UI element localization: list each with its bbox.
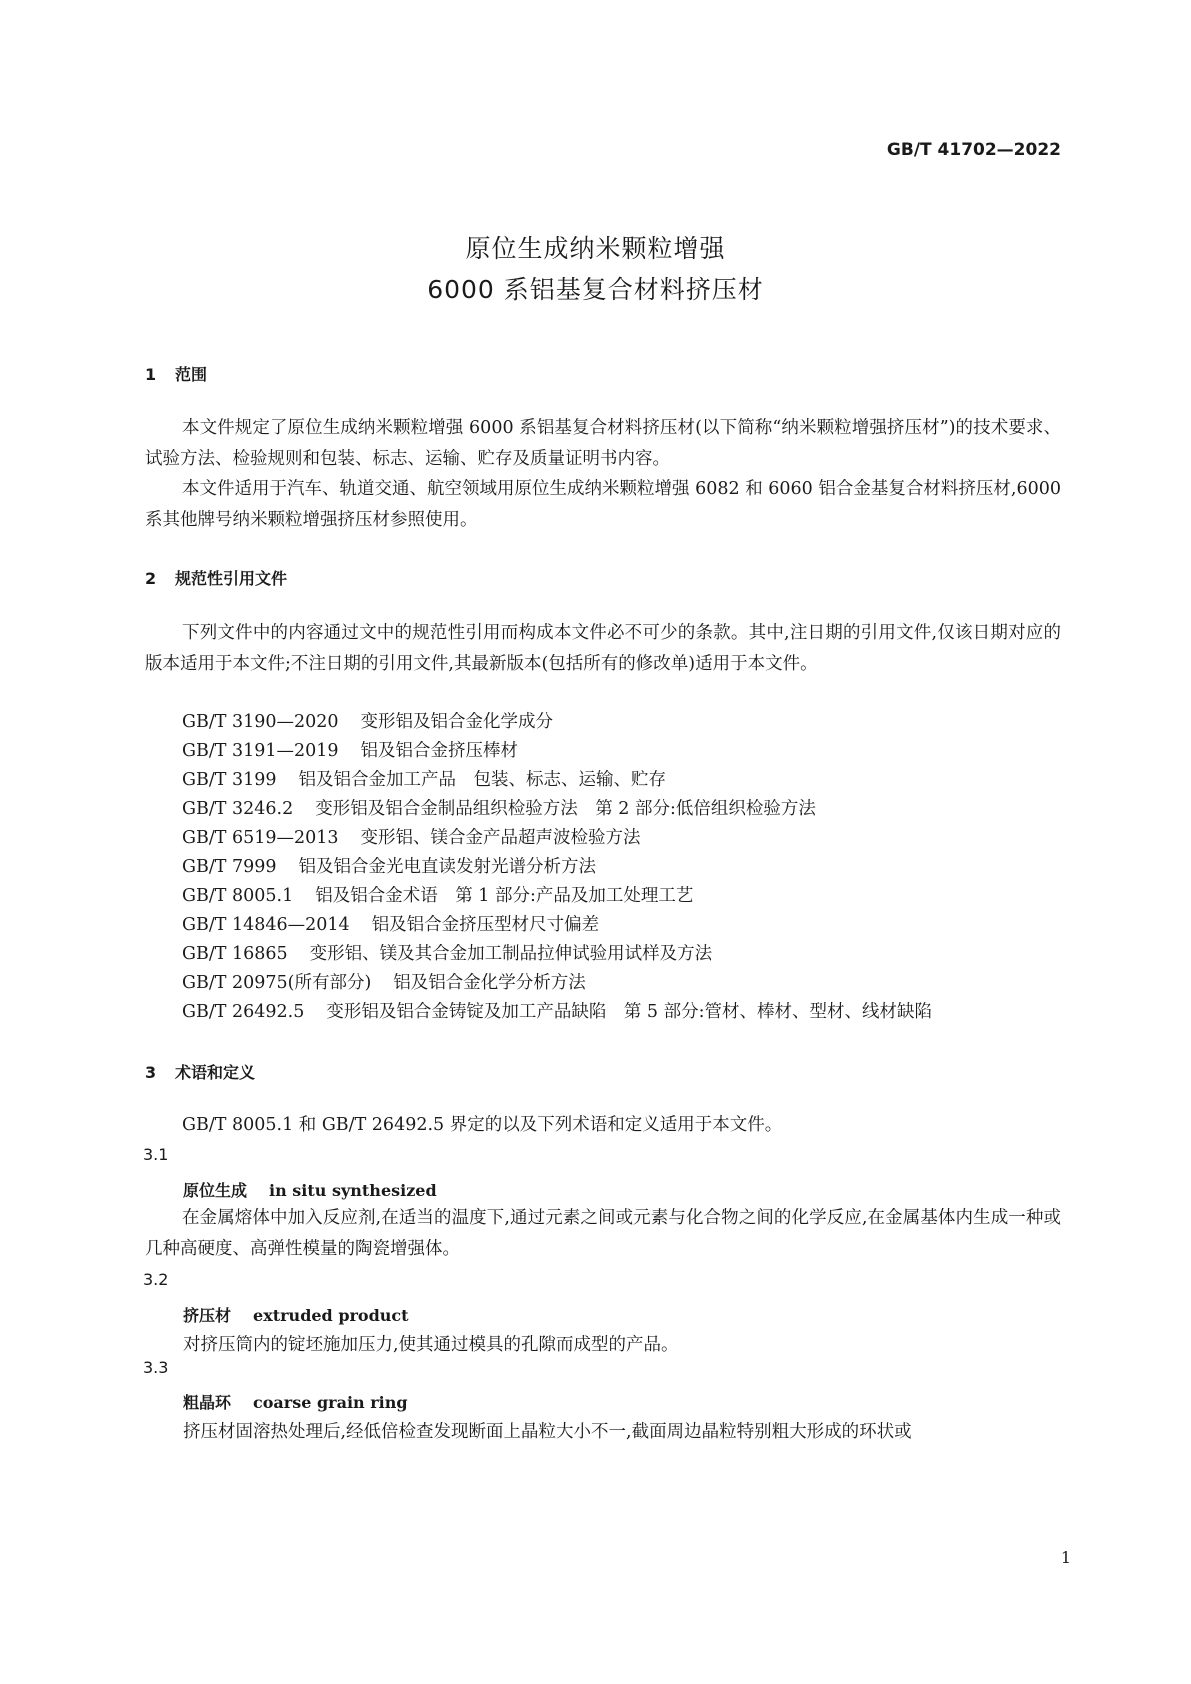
term-definition: 挤压材固溶热处理后,经低倍检查发现断面上晶粒大小不一,截面周边晶粒特别粗大形成的环状或 [183, 1422, 912, 1442]
reference-item [182, 969, 586, 994]
term-english: extruded product [253, 1306, 409, 1325]
reference-title: 变形铝及铝合金铸锭及加工产品缺陷 第 5 部分:管材、棒材、型材、线材缺陷 [326, 1002, 932, 1022]
reference-code: GB/T 3246.2 [182, 799, 294, 819]
reference-code: GB/T 16865 [182, 944, 288, 964]
reference-code: GB/T 6519—2013 [182, 828, 339, 848]
reference-item [182, 737, 518, 762]
reference-item [182, 824, 641, 849]
reference-item [182, 998, 932, 1023]
term-chinese: 粗晶环 [183, 1393, 232, 1412]
section-heading-terms-and-definitions [145, 1060, 255, 1083]
reference-title: 变形铝、镁及其合金加工制品拉伸试验用试样及方法 [309, 944, 713, 964]
section-number: 1 [145, 365, 157, 384]
reference-code: GB/T 26492.5 [182, 1002, 305, 1022]
document-title-line-1: 原位生成纳米颗粒增强 [465, 234, 726, 263]
section-heading-normative-references [145, 566, 287, 589]
term-english: in situ synthesized [269, 1181, 437, 1200]
section-number: 2 [145, 569, 157, 588]
document-title-line-2: 6000 系铝基复合材料挤压材 [427, 275, 764, 304]
term-heading [183, 1178, 437, 1201]
term-chinese: 原位生成 [183, 1181, 248, 1200]
reference-item [182, 882, 693, 907]
reference-code: GB/T 3190—2020 [182, 712, 339, 732]
reference-title: 铝及铝合金加工产品 包装、标志、运输、贮存 [298, 770, 667, 790]
section-number: 3 [145, 1063, 157, 1082]
reference-item [182, 708, 553, 733]
reference-title: 变形铝、镁合金产品超声波检验方法 [360, 828, 641, 848]
term-number: 3.3 [143, 1358, 169, 1377]
reference-title: 变形铝及铝合金化学成分 [360, 712, 554, 732]
normative-intro-paragraph: 下列文件中的内容通过文中的规范性引用而构成本文件必不可少的条款。其中,注日期的引用文件,仅该日期对应的版本适用于本文件;不注日期的引用文件,其最新版本(包括所有的修改单)适用于本文件。 [145, 623, 1061, 674]
reference-item [182, 911, 599, 936]
reference-code: GB/T 20975(所有部分) [182, 973, 372, 993]
reference-title: 铝及铝合金光电直读发射光谱分析方法 [298, 857, 597, 877]
term-chinese: 挤压材 [183, 1306, 232, 1325]
reference-title: 铝及铝合金术语 第 1 部分:产品及加工处理工艺 [315, 886, 694, 906]
section-heading-scope [145, 362, 207, 385]
terms-intro: GB/T 8005.1 和 GB/T 26492.5 界定的以及下列术语和定义适用于本文件。 [182, 1115, 783, 1135]
term-definition: 对挤压筒内的锭坯施加压力,使其通过模具的孔隙而成型的产品。 [183, 1335, 679, 1355]
reference-code: GB/T 3199 [182, 770, 277, 790]
reference-title: 铝及铝合金化学分析方法 [393, 973, 586, 993]
term-number: 3.2 [143, 1270, 169, 1289]
scope-paragraph-2: 本文件适用于汽车、轨道交通、航空领域用原位生成纳米颗粒增强 6082 和 6060 铝合金基复合材料挤压材,6000 系其他牌号纳米颗粒增强挤压材参照使用。 [145, 479, 1061, 530]
reference-code: GB/T 14846—2014 [182, 915, 350, 935]
reference-item [182, 795, 816, 820]
standard-code: GB/T 41702—2022 [886, 140, 1061, 160]
reference-item [182, 853, 596, 878]
term-definition: 在金属熔体中加入反应剂,在适当的温度下,通过元素之间或元素与化合物之间的化学反应,在金属基体内生成一种或几种高硬度、高弹性模量的陶瓷增强体。 [145, 1208, 1061, 1259]
term-heading [183, 1390, 408, 1413]
term-number: 3.1 [143, 1145, 169, 1164]
scope-paragraph-1: 本文件规定了原位生成纳米颗粒增强 6000 系铝基复合材料挤压材(以下简称“纳米颗粒增强挤压材”)的技术要求、试验方法、检验规则和包装、标志、运输、贮存及质量证明书内容。 [145, 418, 1061, 469]
reference-code: GB/T 8005.1 [182, 886, 294, 906]
reference-code: GB/T 7999 [182, 857, 277, 877]
reference-item [182, 940, 712, 965]
reference-code: GB/T 3191—2019 [182, 741, 339, 761]
reference-title: 铝及铝合金挤压型材尺寸偏差 [371, 915, 600, 935]
term-english: coarse grain ring [253, 1393, 408, 1412]
reference-item [182, 766, 666, 791]
section-title: 术语和定义 [175, 1063, 256, 1082]
section-title: 规范性引用文件 [175, 569, 288, 588]
reference-title: 变形铝及铝合金制品组织检验方法 第 2 部分:低倍组织检验方法 [315, 799, 816, 819]
reference-title: 铝及铝合金挤压棒材 [360, 741, 519, 761]
term-heading [183, 1303, 409, 1326]
section-title: 范围 [175, 365, 208, 384]
page-number: 1 [1060, 1548, 1071, 1567]
